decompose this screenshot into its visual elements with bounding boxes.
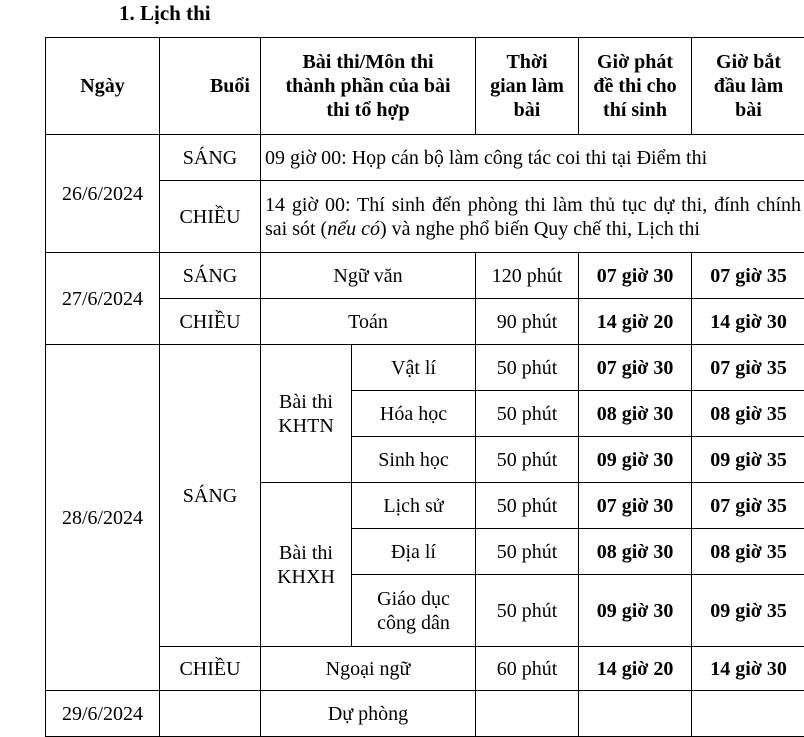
duration-cell: 50 phút <box>476 575 579 647</box>
start-time-cell: 09 giờ 35 <box>692 575 804 647</box>
subject-cell: Ngữ văn <box>261 253 476 299</box>
start-time-cell: 08 giờ 35 <box>692 391 804 437</box>
duration-cell <box>476 691 579 737</box>
date-cell: 26/6/2024 <box>46 135 160 253</box>
distribute-time-cell <box>579 691 692 737</box>
start-time-cell: 08 giờ 35 <box>692 529 804 575</box>
note-cell: 09 giờ 00: Họp cán bộ làm công tác coi thi tại Điểm thi <box>261 135 804 181</box>
subject-cell: Dự phòng <box>261 691 476 737</box>
distribute-time-cell: 14 giờ 20 <box>579 299 692 345</box>
session-cell: CHIỀU <box>160 299 261 345</box>
group-cell-khxh: Bài thi KHXH <box>261 483 352 647</box>
start-time-cell: 14 giờ 30 <box>692 647 804 691</box>
header-distribute-time: Giờ phát đề thi cho thí sinh <box>579 38 692 135</box>
table-row <box>46 345 804 391</box>
date-cell: 27/6/2024 <box>46 253 160 345</box>
table-row <box>46 691 804 737</box>
duration-cell: 50 phút <box>476 345 579 391</box>
start-time-cell: 07 giờ 35 <box>692 253 804 299</box>
start-time-cell: 09 giờ 35 <box>692 437 804 483</box>
subject-cell: Sinh học <box>352 437 476 483</box>
distribute-time-cell: 09 giờ 30 <box>579 575 692 647</box>
start-time-cell <box>692 691 804 737</box>
subject-cell: Địa lí <box>352 529 476 575</box>
duration-cell: 90 phút <box>476 299 579 345</box>
duration-cell: 50 phút <box>476 437 579 483</box>
header-duration: Thời gian làm bài <box>476 38 579 135</box>
header-session: Buổi <box>160 38 261 135</box>
table-row <box>46 299 804 345</box>
distribute-time-cell: 14 giờ 20 <box>579 647 692 691</box>
duration-cell: 50 phút <box>476 529 579 575</box>
table-row <box>46 181 804 253</box>
table-row <box>46 647 804 691</box>
group-cell-khtn: Bài thi KHTN <box>261 345 352 483</box>
subject-cell: Toán <box>261 299 476 345</box>
header-row <box>46 38 804 135</box>
subject-cell: Giáo dục công dân <box>352 575 476 647</box>
subject-cell: Lịch sử <box>352 483 476 529</box>
distribute-time-cell: 07 giờ 30 <box>579 345 692 391</box>
subject-cell: Hóa học <box>352 391 476 437</box>
duration-cell: 120 phút <box>476 253 579 299</box>
duration-cell: 50 phút <box>476 483 579 529</box>
start-time-cell: 07 giờ 35 <box>692 483 804 529</box>
session-cell: CHIỀU <box>160 647 261 691</box>
session-cell <box>160 691 261 737</box>
duration-cell: 60 phút <box>476 647 579 691</box>
start-time-cell: 14 giờ 30 <box>692 299 804 345</box>
header-subject: Bài thi/Môn thi thành phần của bài thi tổ hợp <box>261 38 476 135</box>
subject-cell: Ngoại ngữ <box>261 647 476 691</box>
distribute-time-cell: 07 giờ 30 <box>579 483 692 529</box>
table-row <box>46 135 804 181</box>
distribute-time-cell: 07 giờ 30 <box>579 253 692 299</box>
session-cell: SÁNG <box>160 253 261 299</box>
duration-cell: 50 phút <box>476 391 579 437</box>
header-start-time: Giờ bắt đầu làm bài <box>692 38 804 135</box>
distribute-time-cell: 09 giờ 30 <box>579 437 692 483</box>
subject-cell: Vật lí <box>352 345 476 391</box>
distribute-time-cell: 08 giờ 30 <box>579 391 692 437</box>
header-date: Ngày <box>46 38 160 135</box>
session-cell: SÁNG <box>160 135 261 181</box>
start-time-cell: 07 giờ 35 <box>692 345 804 391</box>
session-cell: CHIỀU <box>160 181 261 253</box>
exam-schedule-table <box>45 37 804 737</box>
date-cell: 29/6/2024 <box>46 691 160 737</box>
table-row <box>46 253 804 299</box>
section-heading: 1. Lịch thi <box>119 0 211 26</box>
session-cell: SÁNG <box>160 345 261 647</box>
distribute-time-cell: 08 giờ 30 <box>579 529 692 575</box>
date-cell: 28/6/2024 <box>46 345 160 691</box>
note-cell: 14 giờ 00: Thí sinh đến phòng thi làm thủ tục dự thi, đính chính sai sót (nếu có) và nghe phổ biến Quy chế thi, Lịch thi <box>261 181 804 253</box>
